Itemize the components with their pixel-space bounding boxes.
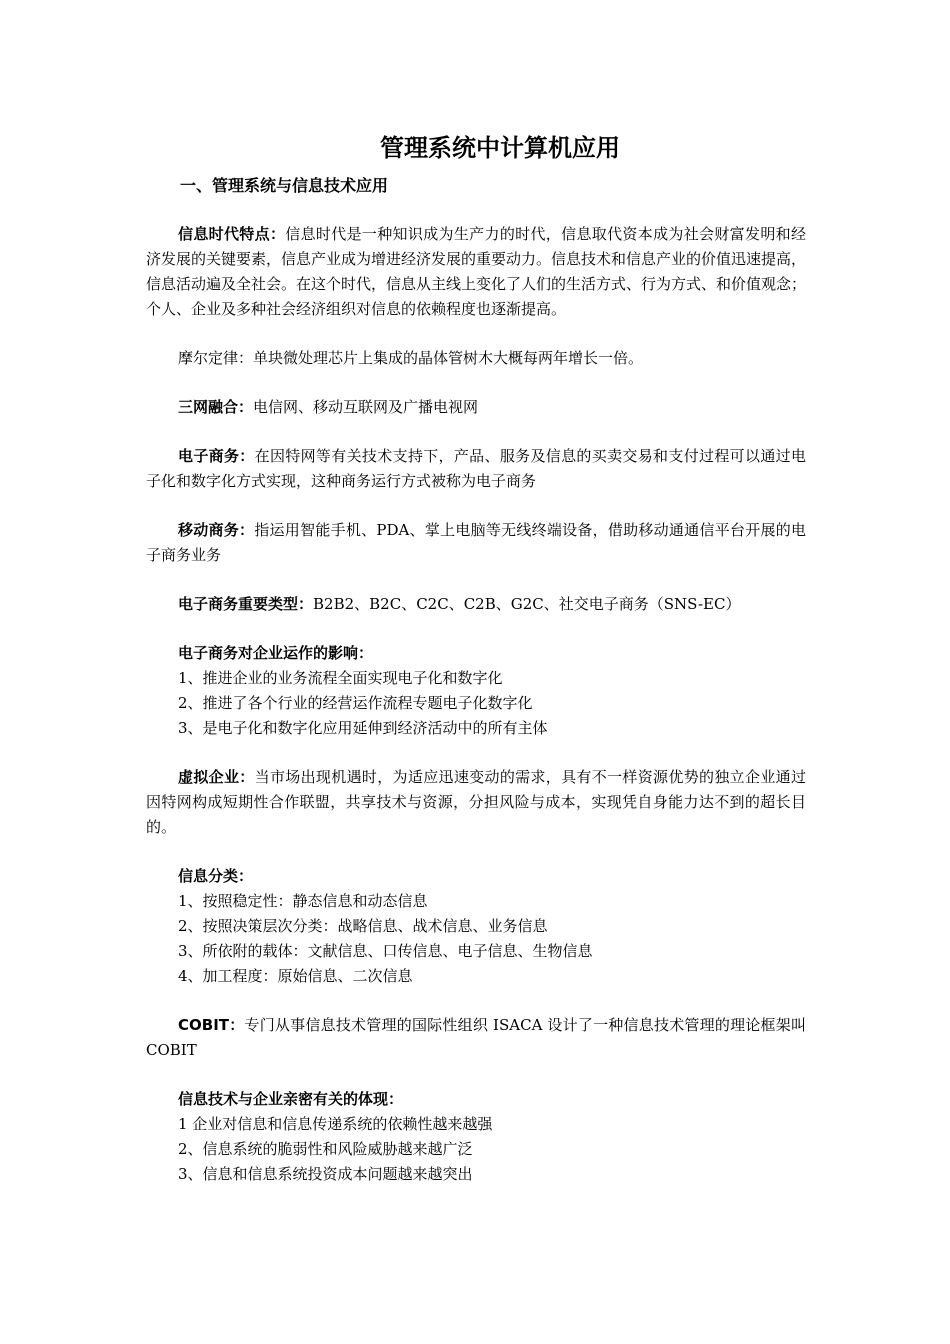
- list-item: 1、推进企业的业务流程全面实现电子化和数字化: [178, 669, 503, 687]
- paragraph-text: 专门从事信息技术管理的国际性组织 ISACA 设计了一种信息技术管理的理论框架叫 COBIT: [146, 1016, 806, 1059]
- list-heading: 信息技术与企业亲密有关的体现：: [178, 1090, 404, 1108]
- term-label: 移动商务：: [178, 521, 255, 539]
- paragraph-text: 指运用智能手机、PDA、掌上电脑等无线终端设备，借助移动通通信平台开展的电子商务业务: [146, 521, 806, 564]
- paragraph-virtual-enterprise: [146, 765, 806, 840]
- term-label: COBIT：: [178, 1016, 245, 1034]
- paragraph-cobit: [146, 1013, 806, 1063]
- section-heading: 一、管理系统与信息技术应用: [180, 176, 389, 195]
- list-item: 2、推进了各个行业的经营运作流程专题电子化数字化: [178, 694, 533, 712]
- list-heading: 信息分类：: [178, 867, 254, 885]
- list-heading: 电子商务对企业运作的影响：: [178, 644, 374, 662]
- paragraph-text: 电信网、移动互联网及广播电视网: [253, 398, 479, 416]
- list-item: 1 企业对信息和信息传递系统的依赖性越来越强: [178, 1115, 493, 1133]
- term-label: 电子商务重要类型：: [178, 595, 314, 613]
- list-item: 3、所依附的载体：文献信息、口传信息、电子信息、生物信息: [178, 942, 593, 960]
- list-item: 3、信息和信息系统投资成本问题越来越突出: [178, 1165, 473, 1183]
- paragraph-mobile-commerce: [146, 518, 806, 568]
- paragraph-text: 在因特网等有关技术支持下，产品、服务及信息的买卖交易和支付过程可以通过电子化和数字化方式实现，这种商务运行方式被称为电子商务: [146, 447, 806, 490]
- list-info-classification: [146, 864, 806, 989]
- list-item: 2、信息系统的脆弱性和风险威胁越来越广泛: [178, 1140, 473, 1158]
- paragraph-text: B2B2、B2C、C2C、C2B、G2C、社交电子商务（SNS-EC）: [313, 595, 741, 613]
- list-item: 3、是电子化和数字化应用延伸到经济活动中的所有主体: [178, 719, 548, 737]
- paragraph-moores-law: [146, 346, 806, 371]
- paragraph-info-age: [146, 222, 806, 322]
- paragraph-ecommerce: [146, 444, 806, 494]
- document-title: 管理系统中计算机应用: [380, 134, 620, 162]
- paragraph-text: 摩尔定律：单块微处理芯片上集成的晶体管树木大概每两年增长一倍。: [178, 349, 644, 367]
- list-ecommerce-impact: [146, 641, 806, 741]
- term-label: 信息时代特点：: [178, 225, 286, 243]
- paragraph-text: 信息时代是一种知识成为生产力的时代，信息取代资本成为社会财富发明和经济发展的关键要素，信息产业成为增进经济发展的重要动力。信息技术和信息产业的价值迅速提高，信息活动遍及全社会。在这个时代，信息从主线上变化了人们的生活方式、行为方式、和价值观念；个人、企业及多种社会经济组织对信息的依赖程度也逐渐提高。: [146, 225, 807, 318]
- term-label: 虚拟企业：: [178, 768, 255, 786]
- document-body: [146, 222, 806, 1211]
- term-label: 三网融合：: [178, 398, 254, 416]
- list-it-relation: [146, 1087, 806, 1187]
- list-item: 4、加工程度：原始信息、二次信息: [178, 967, 413, 985]
- list-item: 1、按照稳定性：静态信息和动态信息: [178, 892, 428, 910]
- paragraph-text: 当市场出现机遇时，为适应迅速变动的需求，具有不一样资源优势的独立企业通过因特网构成短期性合作联盟，共享技术与资源，分担风险与成本，实现凭自身能力达不到的超长目的。: [146, 768, 806, 836]
- paragraph-ecommerce-types: [146, 592, 806, 617]
- term-label: 电子商务：: [178, 447, 255, 465]
- list-item: 2、按照决策层次分类：战略信息、战术信息、业务信息: [178, 917, 548, 935]
- paragraph-triple-network: [146, 395, 806, 420]
